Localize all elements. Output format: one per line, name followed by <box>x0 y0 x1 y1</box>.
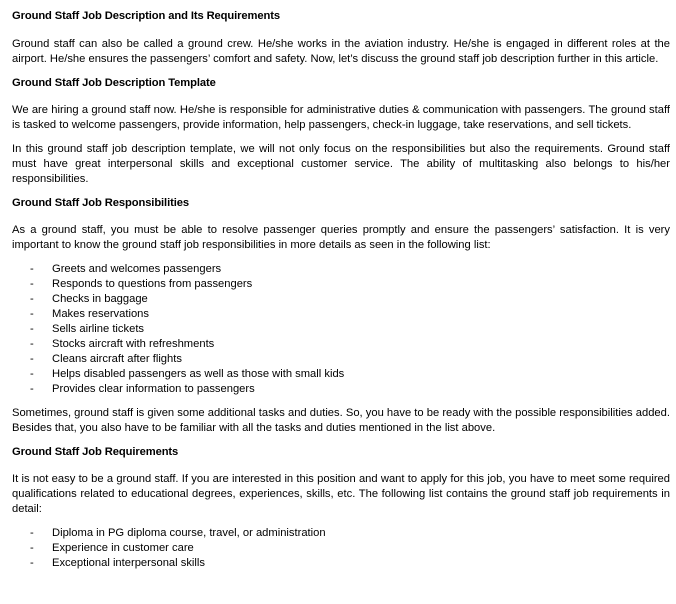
bullet-dash: - <box>30 308 34 320</box>
responsibilities-outro: Sometimes, ground staff is given some additional tasks and duties. So, you have to be ready with the possible responsibilities added. Besides that, you also have to be familiar with all the tasks and duties mentioned in the list above. <box>12 407 670 434</box>
bullet-dash: - <box>30 542 34 554</box>
list-item <box>12 292 670 307</box>
requirements-heading: Ground Staff Job Requirements <box>12 446 179 458</box>
list-item <box>12 541 670 556</box>
list-item <box>12 307 670 322</box>
bullet-dash: - <box>30 368 34 380</box>
bullet-dash: - <box>30 527 34 539</box>
list-item <box>12 367 670 382</box>
template-heading: Ground Staff Job Description Template <box>12 77 216 89</box>
responsibilities-heading: Ground Staff Job Responsibilities <box>12 197 189 209</box>
list-item-text: Experience in customer care <box>52 542 194 554</box>
template-paragraph-2: In this ground staff job description template, we will not only focus on the responsibilities but also the requirements. Ground staff must have great interpersonal skills and exceptional customer service. The ability of multitasking also belongs to his/her responsibilities. <box>12 143 670 185</box>
bullet-dash: - <box>30 353 34 365</box>
list-item <box>12 556 670 571</box>
intro-paragraph: Ground staff can also be called a ground crew. He/she works in the aviation industry. He/she is engaged in different roles at the airport. He/she ensures the passengers’ comfort and safety. Now, let’s discuss the ground staff job description further in this article. <box>12 38 670 65</box>
list-item-text: Makes reservations <box>52 308 149 320</box>
list-item-text: Diploma in PG diploma course, travel, or administration <box>52 527 326 539</box>
bullet-dash: - <box>30 338 34 350</box>
bullet-dash: - <box>30 383 34 395</box>
list-item-text: Exceptional interpersonal skills <box>52 557 205 569</box>
list-item <box>12 526 670 541</box>
list-item <box>12 352 670 367</box>
list-item <box>12 382 670 397</box>
requirements-list <box>12 526 670 571</box>
list-item-text: Sells airline tickets <box>52 323 145 335</box>
requirements-intro: It is not easy to be a ground staff. If you are interested in this position and want to apply for this job, you have to meet some required qualifications related to educational degrees, experiences, skills, etc. The following list contains the ground staff job requirements in detail: <box>12 473 670 515</box>
list-item <box>12 262 670 277</box>
list-item-text: Checks in baggage <box>52 293 148 305</box>
list-item-text: Provides clear information to passengers <box>52 383 255 395</box>
list-item <box>12 277 670 292</box>
template-paragraph-1: We are hiring a ground staff now. He/she is responsible for administrative duties & communication with passengers. The ground staff is tasked to welcome passengers, provide information, help passengers, check-in luggage, take reservations, and sell tickets. <box>12 104 670 131</box>
list-item-text: Greets and welcomes passengers <box>52 263 222 275</box>
list-item <box>12 337 670 352</box>
responsibilities-list <box>12 262 670 397</box>
responsibilities-intro: As a ground staff, you must be able to resolve passenger queries promptly and ensure the passengers’ satisfaction. It is very important to know the ground staff job responsibilities in more details as seen in the following list: <box>12 224 670 251</box>
bullet-dash: - <box>30 293 34 305</box>
list-item-text: Responds to questions from passengers <box>52 278 253 290</box>
bullet-dash: - <box>30 557 34 569</box>
bullet-dash: - <box>30 263 34 275</box>
document <box>12 9 670 580</box>
list-item-text: Stocks aircraft with refreshments <box>52 338 215 350</box>
list-item-text: Cleans aircraft after flights <box>52 353 182 365</box>
bullet-dash: - <box>30 323 34 335</box>
document-title: Ground Staff Job Description and Its Requirements <box>12 10 280 22</box>
list-item <box>12 322 670 337</box>
bullet-dash: - <box>30 278 34 290</box>
list-item-text: Helps disabled passengers as well as those with small kids <box>52 368 345 380</box>
